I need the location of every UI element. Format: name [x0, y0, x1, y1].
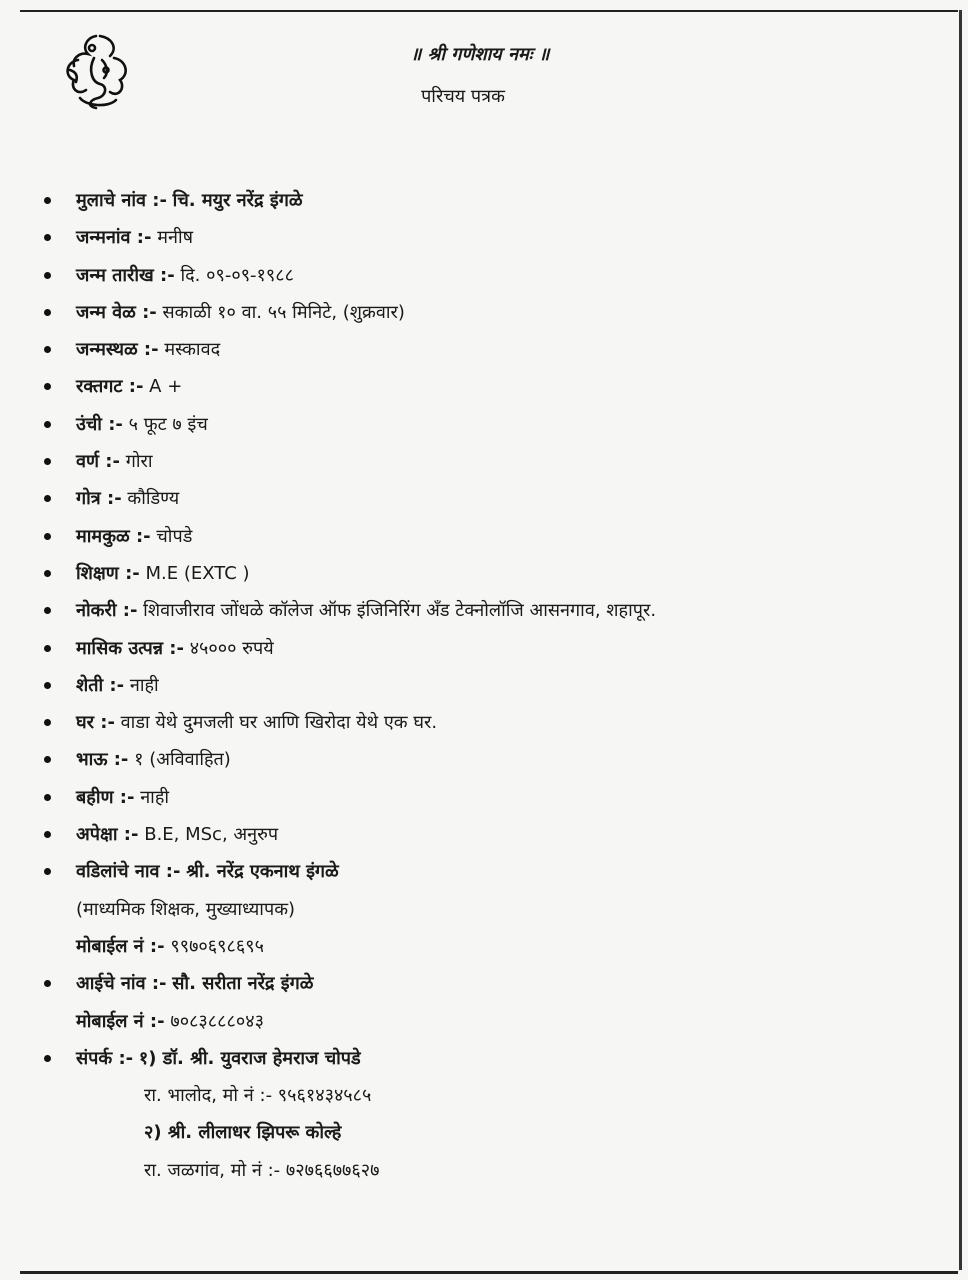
- bullet-icon: [44, 495, 51, 502]
- detail-row: [0, 555, 968, 592]
- detail-text: [76, 443, 153, 480]
- detail-text: [76, 257, 294, 294]
- detail-row: [0, 443, 968, 480]
- detail-value: चि. मयुर नरेंद्र इंगळे: [172, 190, 303, 211]
- bullet-icon: [44, 533, 51, 540]
- bullet-icon: [44, 1055, 51, 1062]
- detail-label: आईचे नांव :-: [76, 973, 167, 995]
- ganesha-icon: [56, 30, 138, 112]
- detail-value: रा. भालोद, मो नं :- ९५६१४३४५८५: [144, 1085, 372, 1107]
- detail-label: मोबाईल नं :-: [76, 935, 165, 957]
- detail-row: [0, 965, 968, 1002]
- detail-text: [76, 219, 193, 256]
- detail-row: [0, 1114, 968, 1151]
- detail-row: [0, 1003, 968, 1040]
- bullet-icon: [44, 756, 51, 763]
- detail-label: वर्ण :-: [76, 451, 120, 473]
- detail-value: (माध्यमिक शिक्षक, मुख्याध्यापक): [76, 898, 296, 920]
- detail-value: ५ फूट ७ इंच: [128, 413, 208, 435]
- bullet-icon: [44, 383, 51, 390]
- detail-value: १ (अविवाहित): [134, 749, 231, 771]
- detail-row: [0, 667, 968, 704]
- detail-label: भाऊ :-: [76, 749, 129, 771]
- bullet-icon: [44, 607, 51, 614]
- detail-row: [0, 1040, 968, 1077]
- detail-list: [0, 182, 968, 1189]
- detail-row: [0, 1077, 968, 1114]
- detail-value: ७०८३८८८०४३: [170, 1010, 264, 1032]
- detail-value: मस्कावद: [164, 339, 221, 361]
- detail-label: गोत्र :-: [76, 488, 122, 510]
- detail-value: A +: [149, 376, 183, 398]
- bullet-icon: [44, 831, 51, 838]
- detail-row: [0, 219, 968, 256]
- detail-label: जन्मस्थळ :-: [76, 339, 159, 361]
- bullet-icon: [44, 719, 51, 726]
- detail-label: अपेक्षा :-: [76, 824, 139, 846]
- detail-text: [76, 406, 208, 443]
- detail-label: मोबाईल नं :-: [76, 1010, 165, 1032]
- detail-value: ४५००० रुपये: [189, 637, 274, 659]
- detail-text: [76, 630, 274, 667]
- detail-text: [76, 891, 295, 928]
- detail-row: [0, 853, 968, 890]
- bullet-icon: [44, 346, 51, 353]
- detail-text: [76, 592, 656, 629]
- detail-label: जन्मनांव :-: [76, 227, 152, 249]
- detail-text: [76, 182, 303, 219]
- detail-text: [76, 294, 405, 331]
- detail-row: [0, 630, 968, 667]
- detail-text: [76, 555, 250, 592]
- top-border: [20, 10, 958, 12]
- detail-label: वडिलांचे नाव :-: [76, 861, 181, 883]
- detail-text: [144, 1152, 380, 1189]
- bottom-border: [20, 1271, 958, 1274]
- bullet-icon: [44, 421, 51, 428]
- bullet-icon: [44, 458, 51, 465]
- detail-label: शिक्षण :-: [76, 562, 140, 584]
- detail-label: जन्म वेळ :-: [76, 301, 157, 323]
- detail-row: [0, 928, 968, 965]
- detail-label: घर :-: [76, 712, 115, 734]
- page-subtitle: परिचय पत्रक: [421, 86, 505, 107]
- detail-row: [0, 257, 968, 294]
- detail-label: नोकरी :-: [76, 600, 138, 622]
- detail-row: [0, 741, 968, 778]
- detail-value: मनीष: [157, 227, 194, 249]
- detail-value: शिवाजीराव जोंधळे कॉलेज ऑफ इंजिनिरिंग अँड टेक्नोलॉजि आसनगाव, शहापूर.: [143, 600, 657, 622]
- detail-row: [0, 406, 968, 443]
- detail-value: कौडिण्य: [127, 488, 180, 510]
- bullet-icon: [44, 682, 51, 689]
- detail-value: चोपडे: [156, 525, 193, 547]
- bullet-icon: [44, 234, 51, 241]
- detail-row: [0, 891, 968, 928]
- bullet-icon: [44, 645, 51, 652]
- detail-value: M.E (EXTC ): [145, 562, 250, 584]
- detail-row: [0, 294, 968, 331]
- detail-text: [76, 1040, 361, 1077]
- detail-value: सौ. सरीता नरेंद्र इंगळे: [172, 973, 314, 995]
- detail-row: [0, 182, 968, 219]
- detail-row: [0, 331, 968, 368]
- detail-value: नाही: [140, 786, 170, 808]
- detail-label: बहीण :-: [76, 786, 135, 808]
- bullet-icon: [44, 868, 51, 875]
- detail-text: [76, 368, 182, 405]
- detail-text: [76, 518, 192, 555]
- detail-text: [76, 741, 231, 778]
- detail-label: मामकुळ :-: [76, 525, 151, 547]
- detail-label: जन्म तारीख :-: [76, 264, 175, 286]
- detail-row: [0, 1152, 968, 1189]
- page-title: ॥ श्री गणेशाय नमः ॥: [410, 44, 550, 65]
- detail-label: शेती :-: [76, 674, 125, 696]
- detail-value: रा. जळगांव, मो नं :- ७२७६६७७६२७: [144, 1159, 380, 1181]
- bullet-icon: [44, 980, 51, 987]
- detail-value: २) श्री. लीलाधर झिपरू कोल्हे: [144, 1122, 342, 1144]
- detail-text: [76, 667, 159, 704]
- detail-value: दि. ०९-०९-१९८८: [180, 264, 294, 286]
- detail-label: संपर्क :-: [76, 1047, 134, 1069]
- detail-value: १) डॉ. श्री. युवराज हेमराज चोपडे: [138, 1047, 361, 1069]
- detail-value: गोरा: [125, 451, 153, 473]
- detail-row: [0, 592, 968, 629]
- bullet-icon: [44, 197, 51, 204]
- bullet-icon: [44, 272, 51, 279]
- detail-label: मासिक उत्पन्न :-: [76, 637, 184, 659]
- detail-row: [0, 480, 968, 517]
- bullet-icon: [44, 309, 51, 316]
- detail-label: रक्तगट :-: [76, 376, 144, 398]
- bullet-icon: [44, 794, 51, 801]
- detail-value: सकाळी १० वा. ५५ मिनिटे, (शुक्रवार): [162, 301, 405, 323]
- detail-text: [76, 779, 169, 816]
- detail-label: मुलाचे नांव :-: [76, 190, 167, 211]
- detail-text: [76, 480, 179, 517]
- detail-value: ९९७०६९८६९५: [170, 935, 264, 957]
- detail-text: [144, 1114, 341, 1151]
- detail-text: [76, 816, 278, 853]
- detail-row: [0, 779, 968, 816]
- detail-text: [76, 965, 313, 1002]
- detail-row: [0, 368, 968, 405]
- detail-row: [0, 518, 968, 555]
- detail-text: [76, 928, 264, 965]
- detail-text: [76, 704, 437, 741]
- detail-value: श्री. नरेंद्र एकनाथ इंगळे: [186, 861, 339, 883]
- detail-row: [0, 704, 968, 741]
- detail-value: नाही: [129, 674, 159, 696]
- detail-row: [0, 816, 968, 853]
- detail-text: [76, 331, 220, 368]
- detail-value: B.E, MSc, अनुरुप: [144, 824, 279, 846]
- detail-label: उंची :-: [76, 413, 123, 435]
- detail-text: [76, 1003, 264, 1040]
- detail-text: [76, 853, 339, 890]
- bullet-icon: [44, 570, 51, 577]
- detail-text: [144, 1077, 371, 1114]
- detail-value: वाडा येथे दुमजली घर आणि खिरोदा येथे एक घर.: [120, 712, 438, 734]
